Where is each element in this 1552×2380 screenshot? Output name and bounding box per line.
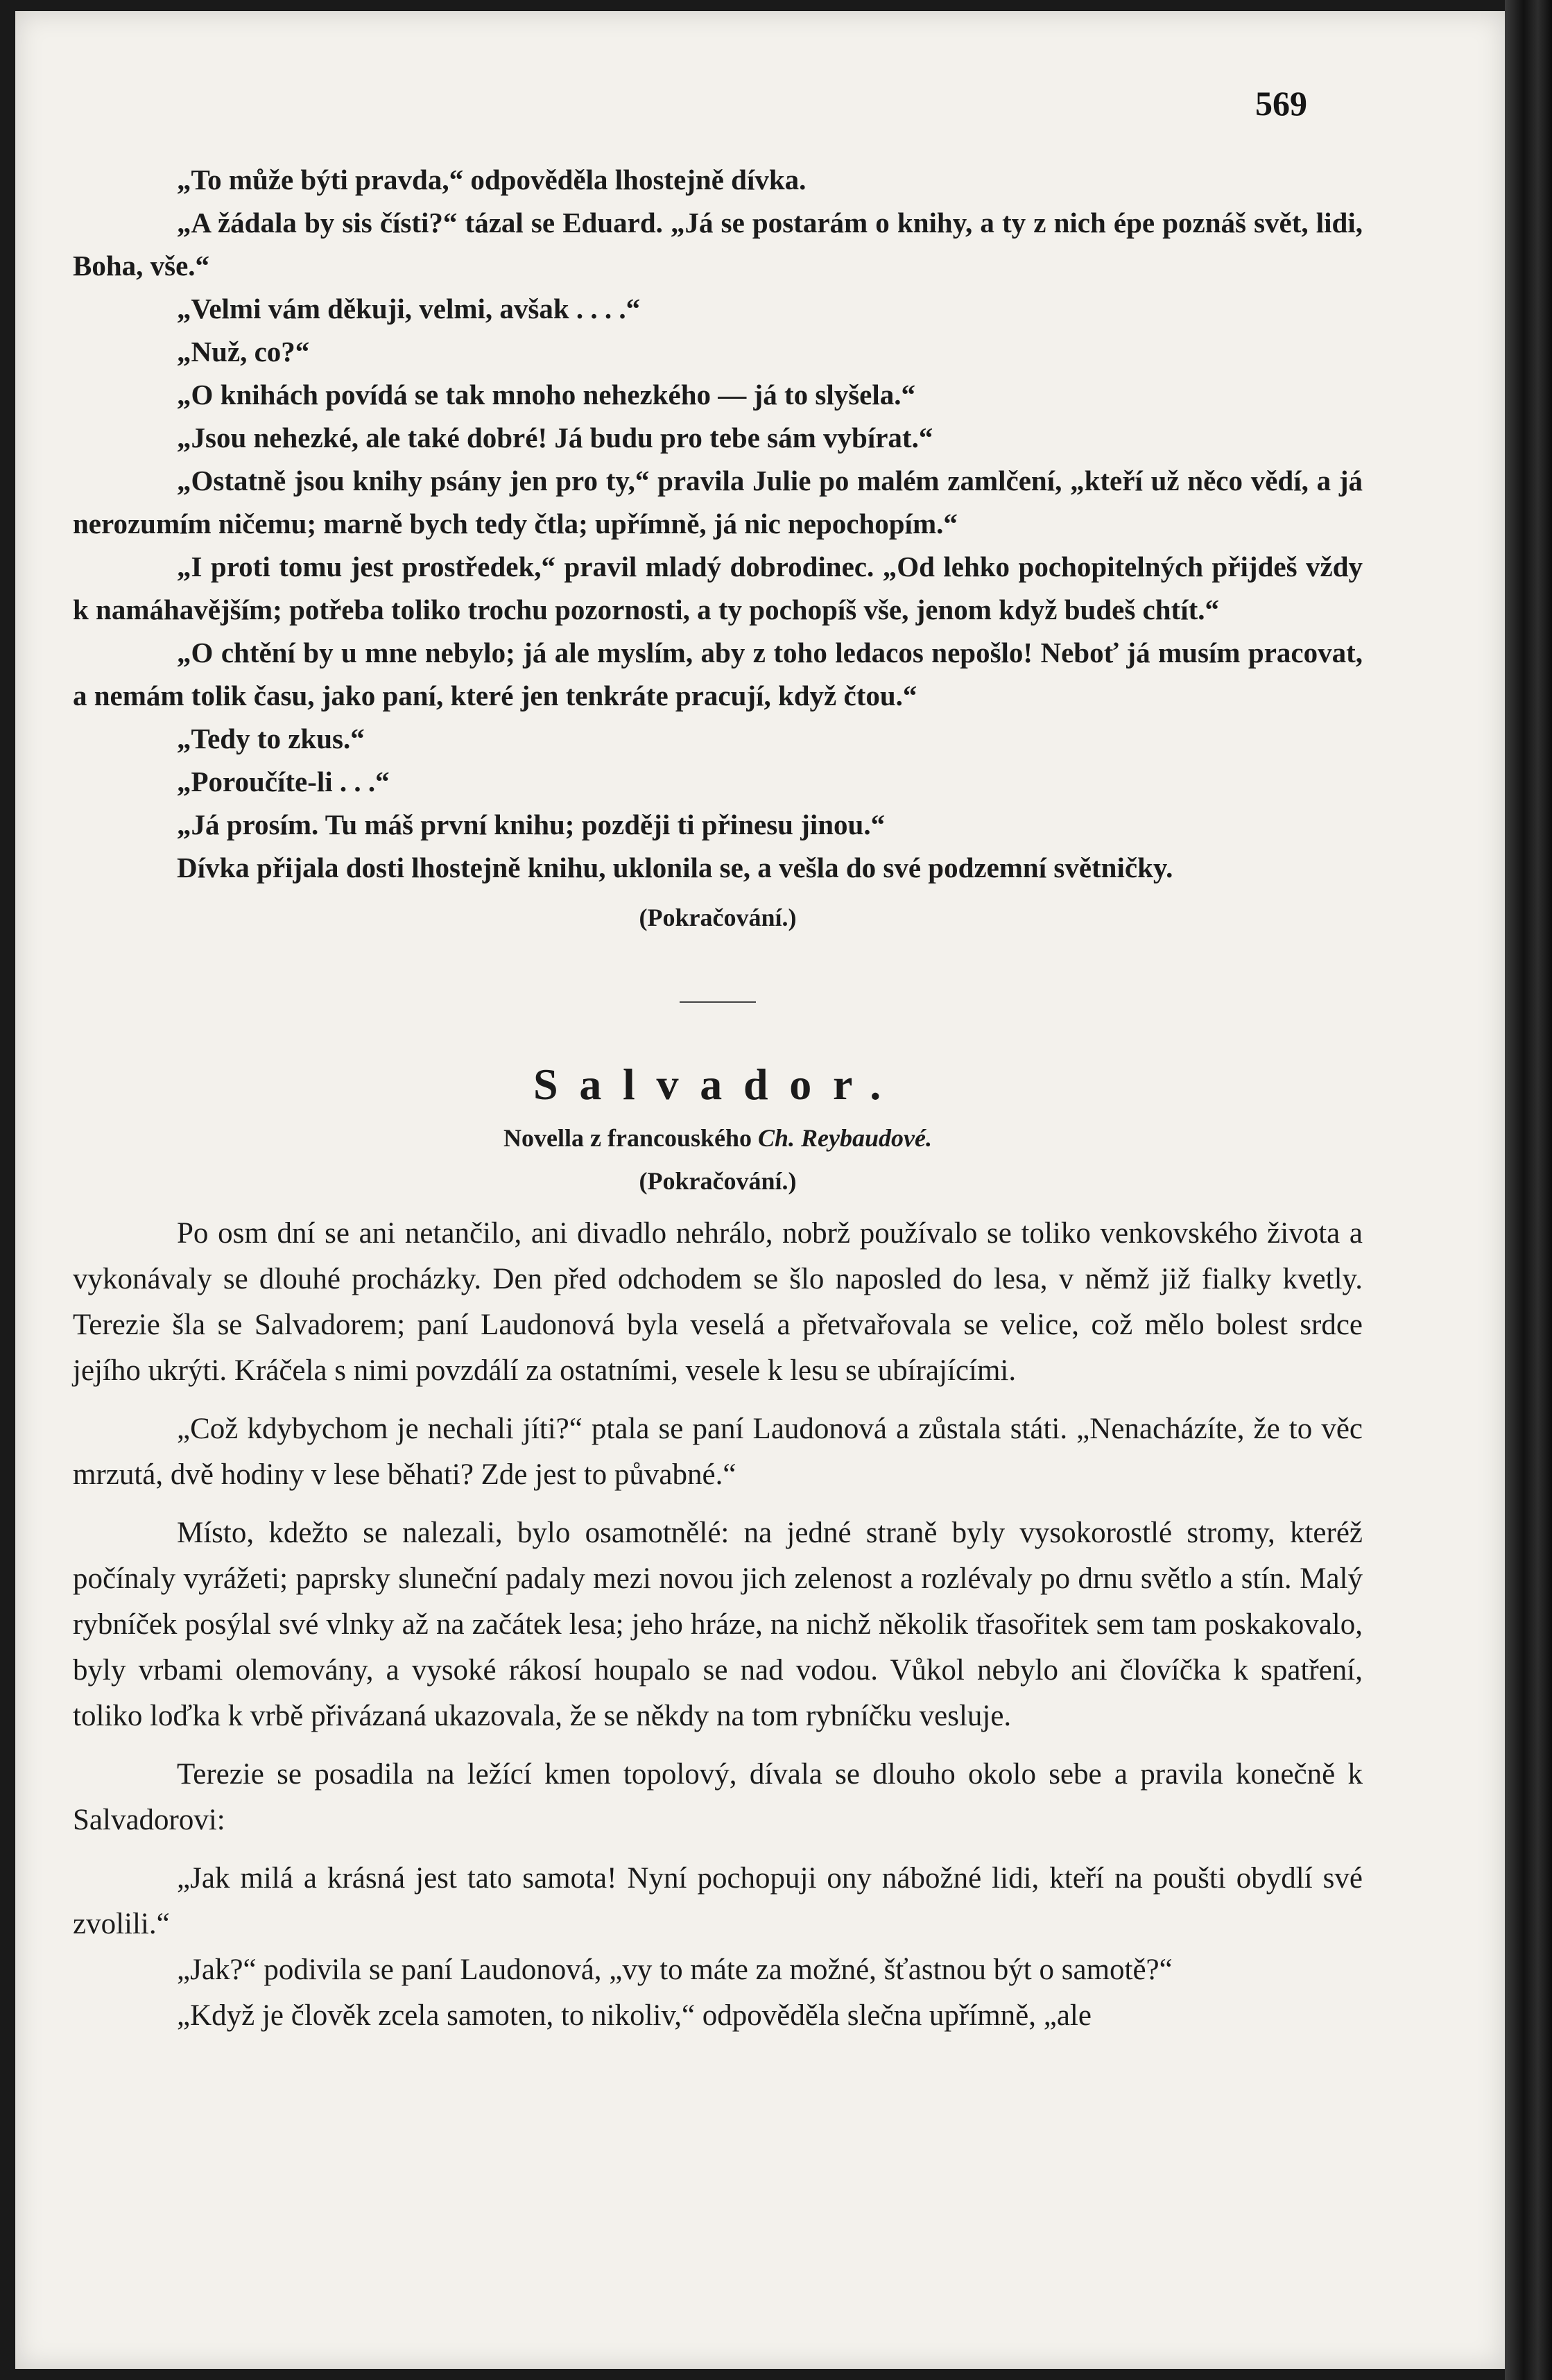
paragraph: „I proti tomu jest prostředek,“ pravil mladý dobrodinec. „Od lehko pochopitelných přijdeš vždy k namáhavějším; potřeba toliko trochu pozornosti, a ty pochopíš vše, jenom když budeš chtít.“ xyxy=(73,551,1363,626)
paragraph: „O knihách povídá se tak mnoho nehezkého — já to slyšela.“ xyxy=(177,379,915,411)
paragraph: Dívka přijala dosti lhostejně knihu, uklonila se, a vešla do své podzemní světničky. xyxy=(177,852,1173,883)
story-title: Salvador. xyxy=(533,1060,902,1109)
paragraph: „To může býti pravda,“ odpověděla lhostejně dívka. xyxy=(177,164,807,196)
paragraph: „Jak?“ podivila se paní Laudonová, „vy to máte za možné, šťastnou být o samotě?“ xyxy=(177,1954,1173,1986)
section-divider xyxy=(680,1001,756,1003)
paragraph: „A žádala by sis čísti?“ tázal se Eduard. „Já se postarám o knihy, a ty z nich épe poznáš svět, lidi, Boha, vše.“ xyxy=(73,207,1363,282)
story-continuation-note: (Pokračování.) xyxy=(639,1167,797,1195)
paragraph: „Jsou nehezké, ale také dobré! Já budu pro tebe sám vybírat.“ xyxy=(177,422,933,454)
paragraph: „Když je člověk zcela samoten, to nikoliv,“ odpověděla slečna upřímně, „ale xyxy=(177,1999,1092,2032)
page-number: 569 xyxy=(1255,84,1307,123)
story-subtitle xyxy=(73,1121,1363,1155)
paragraph: „Jak milá a krásná jest tato samota! Nyní pochopuji ony nábožné lidi, kteří na poušti obydlí své zvolili.“ xyxy=(73,1862,1363,1940)
paragraph: Terezie se posadila na ležící kmen topolový, dívala se dlouho okolo sebe a pravila konečně k Salvadorovi: xyxy=(73,1758,1363,1836)
paragraph: „Což kdybychom je nechali jíti?“ ptala se paní Laudonová a zůstala státi. „Nenacházíte, že to věc mrzutá, dvě hodiny v lese běhati? Zde jest to půvabné.“ xyxy=(73,1413,1363,1491)
subtitle-author: Ch. Reybaudové. xyxy=(758,1124,932,1152)
page-text xyxy=(73,158,1363,2039)
paragraph: „Poroučíte-li . . .“ xyxy=(177,766,390,797)
book-spine xyxy=(1505,0,1552,2380)
paragraph: „Tedy to zkus.“ xyxy=(177,723,365,754)
subtitle-prefix: Novella z francouského xyxy=(503,1124,752,1152)
continuation-note: (Pokračování.) xyxy=(639,904,797,931)
paragraph: „Velmi vám děkuji, velmi, avšak . . . .“ xyxy=(177,293,641,325)
paragraph: „Ostatně jsou knihy psány jen pro ty,“ pravila Julie po malém zamlčení, „kteří už něco vědí, a já nerozumím ničemu; marně bych tedy čtla; upřímně, já nic nepochopím.“ xyxy=(73,465,1363,540)
paragraph: Po osm dní se ani netančilo, ani divadlo nehrálo, nobrž používalo se toliko venkovského života a vykonávaly se dlouhé procházky. Den před odchodem se šlo naposled do lesa, v němž již fialky kvetly. Terezie šla se Salvadorem; paní Laudonová byla veselá a přetvařovala se velice, což mělo bolest srdce jejího ukrýti. Kráčela s nimi povzdálí za ostatními, vesele k lesu se ubírajícími. xyxy=(73,1217,1363,1387)
paragraph: „O chtění by u mne nebylo; já ale myslím, aby z toho ledacos nepošlo! Neboť já musím pracovat, a nemám tolik času, jako paní, které jen tenkráte pracují, když čtou.“ xyxy=(73,637,1363,712)
paragraph: Místo, kdežto se nalezali, bylo osamotnělé: na jedné straně byly vysokorostlé stromy, kteréž počínaly vyrážeti; paprsky sluneční padaly mezi novou jich zelenost a rozlévaly po drnu světlo a stín. Malý rybníček posýlal své vlnky až na začátek lesa; jeho hráze, na nichž několik třasořitek sem tam poskakovalo, byly vrbami olemovány, a vysoké rákosí houpalo se nad vodou. Vůkol nebylo ani človíčka k spatření, toliko loďka k vrbě přivázaná ukazovala, že se někdy na tom rybníčku veslujе. xyxy=(73,1517,1363,1732)
paragraph: „Já prosím. Tu máš první knihu; později ti přinesu jinou.“ xyxy=(177,809,886,840)
paragraph: „Nuž, co?“ xyxy=(177,336,310,368)
